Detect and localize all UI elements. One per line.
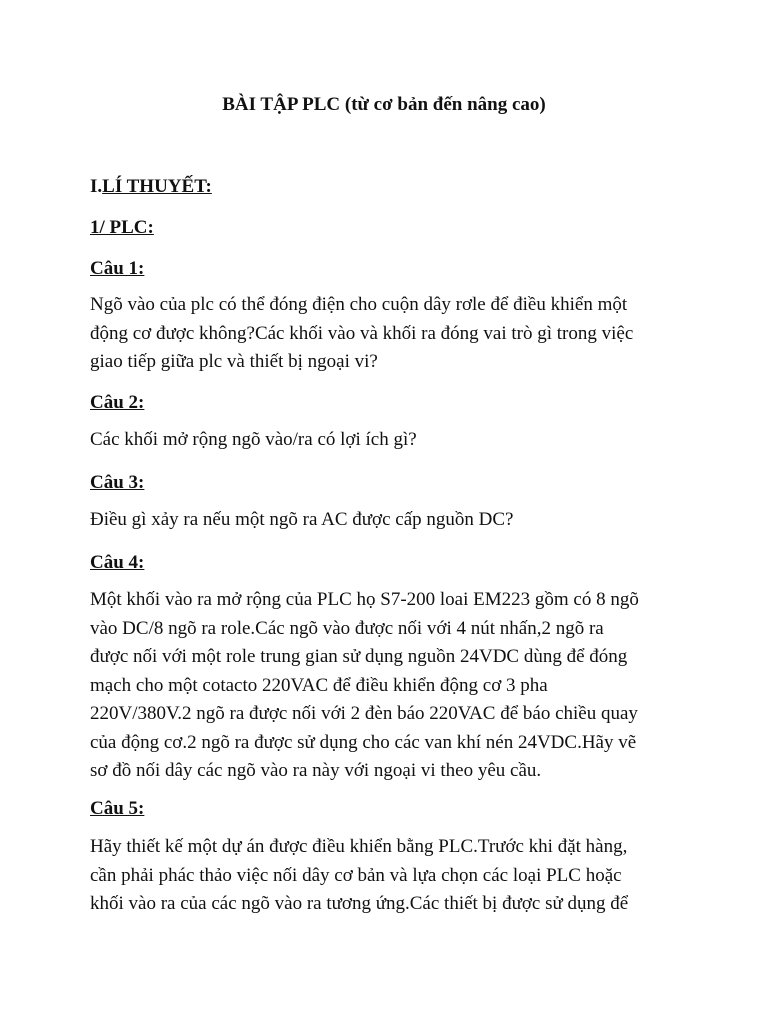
question-1-text (90, 291, 690, 377)
question-4-line-7: sơ đồ nối dây các ngõ vào ra này với ngoại vi theo yêu cầu. (90, 760, 542, 781)
question-2-text (90, 426, 690, 455)
question-2-line-1: Các khối mở rộng ngõ vào/ra có lợi ích gì? (90, 429, 417, 450)
question-1-label-text: Câu 1: (90, 258, 145, 279)
question-4-line-6: của động cơ.2 ngõ ra được sử dụng cho các van khí nén 24VDC.Hãy vẽ (90, 731, 637, 753)
question-3-line-1: Điều gì xảy ra nếu một ngõ ra AC được cấp nguồn DC? (90, 509, 514, 530)
question-5-line-1: Hãy thiết kế một dự án được điều khiển bằng PLC.Trước khi đặt hàng, (90, 836, 628, 857)
question-3-label-text: Câu 3: (90, 472, 145, 493)
section-title: LÍ THUYẾT (102, 176, 206, 197)
document-title: BÀI TẬP PLC (từ cơ bản đến nâng cao) (222, 94, 546, 115)
question-2-label (90, 390, 144, 416)
question-5-text (90, 833, 690, 919)
section-suffix: : (205, 176, 212, 197)
question-4-line-1: Một khối vào ra mở rộng của PLC họ S7-200 loai EM223 gồm có 8 ngõ (90, 589, 639, 610)
section-prefix: I. (90, 176, 103, 197)
question-3-text (90, 506, 690, 535)
subsection-heading (90, 215, 154, 241)
question-3-label (90, 470, 144, 496)
question-5-line-2: cần phải phác thảo việc nối dây cơ bản và lựa chọn các loại PLC hoặc (90, 864, 622, 886)
section-heading (90, 174, 212, 200)
question-4-line-4: mạch cho một cotacto 220VAC để điều khiển động cơ 3 pha (90, 674, 548, 696)
question-4-line-3: được nối với một role trung gian sử dụng nguồn 24VDC dùng để đóng (90, 646, 628, 667)
question-4-line-2: vào DC/8 ngõ ra role.Các ngõ vào được nối với 4 nút nhấn,2 ngõ ra (90, 617, 604, 639)
question-1-line-1: Ngõ vào của plc có thể đóng điện cho cuộn dây rơle để điều khiển một (90, 294, 628, 315)
question-4-label-text: Câu 4: (90, 552, 145, 573)
question-2-label-text: Câu 2: (90, 392, 145, 413)
question-5-label-text: Câu 5: (90, 798, 145, 819)
question-4-label (90, 550, 144, 576)
question-1-line-3: giao tiếp giữa plc và thiết bị ngoại vi? (90, 351, 378, 372)
question-1-label (90, 256, 144, 282)
question-5-label (90, 796, 144, 822)
question-1-line-2: động cơ được không?Các khối vào và khối ra đóng vai trò gì trong việc (90, 322, 634, 344)
question-4-line-5: 220V/380V.2 ngõ ra được nối với 2 đèn báo 220VAC để báo chiều quay (90, 703, 638, 724)
subsection-title: 1/ PLC: (90, 217, 154, 238)
question-4-text (90, 586, 690, 786)
question-5-line-3: khối vào ra của các ngõ vào ra tương ứng.Các thiết bị được sử dụng để (90, 893, 629, 914)
